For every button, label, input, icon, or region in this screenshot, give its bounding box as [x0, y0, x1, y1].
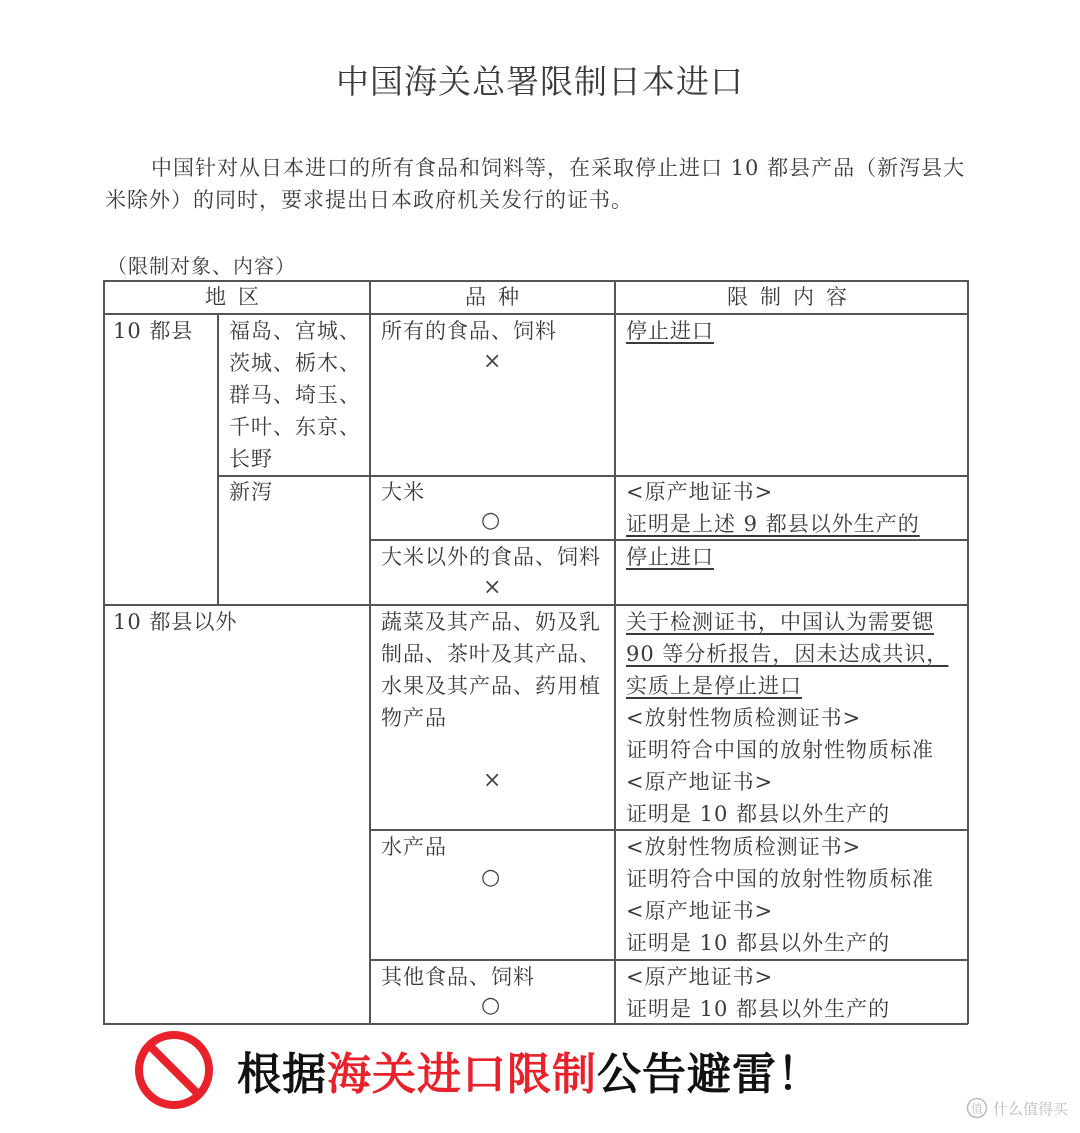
- variety-cell: 其他食品、饲料: [381, 965, 535, 989]
- variety-cell: 水果及其产品、药用植: [381, 674, 601, 698]
- prohibited-mark: ×: [483, 349, 502, 374]
- watermark-text: 什么值得买: [992, 1099, 1068, 1118]
- prefecture-list-line: 茨城、栃木、: [229, 351, 361, 375]
- region-outside-10-prefectures: 10 都县以外: [113, 610, 238, 634]
- intro-paragraph: 中国针对从日本进口的所有食品和饲料等，在采取停止进口 10 都县产品（新泻县大米除外）的同时，要求提出日本政府机关发行的证书。: [105, 156, 966, 212]
- content-line: <原产地证书>: [626, 480, 774, 504]
- prohibited-icon: [133, 1029, 215, 1111]
- permitted-mark: ○: [481, 508, 501, 533]
- content-line: 证明符合中国的放射性物质标准: [626, 738, 934, 762]
- variety-cell: 大米以外的食品、饲料: [381, 545, 601, 569]
- content-line: 停止进口: [626, 319, 714, 343]
- banner-text-highlight: 海关进口限制: [327, 1049, 597, 1100]
- svg-text:值: 值: [970, 1101, 983, 1116]
- zhi-icon: [966, 1097, 988, 1119]
- content-line: 证明是 10 都县以外生产的: [626, 997, 891, 1021]
- variety-cell: 物产品: [381, 706, 447, 730]
- content-line: <原产地证书>: [626, 770, 774, 794]
- content-line: 关于检测证书，中国认为需要锶: [626, 610, 934, 634]
- content-line: <原产地证书>: [626, 965, 774, 989]
- region-10-prefectures: 10 都县: [113, 319, 194, 343]
- variety-cell: 所有的食品、饲料: [381, 319, 557, 343]
- prefecture-list-line: 长野: [229, 447, 273, 471]
- header-variety: 品种: [465, 285, 531, 309]
- page-title: 中国海关总署限制日本进口: [336, 62, 744, 101]
- content-line: 证明符合中国的放射性物质标准: [626, 867, 934, 891]
- prohibited-mark: ×: [483, 768, 502, 793]
- content-line: 证明是 10 都县以外生产的: [626, 802, 891, 826]
- header-content: 限制内容: [727, 285, 859, 309]
- permitted-mark: ○: [481, 865, 501, 890]
- watermark: [966, 1097, 1068, 1119]
- table-caption: （限制对象、内容）: [107, 254, 296, 278]
- prefecture-niigata: 新泻: [229, 480, 273, 504]
- content-line: <原产地证书>: [626, 899, 774, 923]
- variety-cell: 制品、茶叶及其产品、: [381, 642, 601, 666]
- variety-cell: 大米: [381, 480, 425, 504]
- content-line: 证明是上述 9 都县以外生产的: [626, 512, 920, 536]
- content-line: 证明是 10 都县以外生产的: [626, 931, 891, 955]
- header-region: 地区: [205, 285, 271, 309]
- prefecture-list-line: 群马、埼玉、: [229, 383, 361, 407]
- permitted-mark: ○: [481, 993, 501, 1018]
- variety-cell: 水产品: [381, 835, 447, 859]
- content-line: <放射性物质检测证书>: [626, 835, 862, 859]
- banner-text-prefix: 根据: [237, 1049, 327, 1100]
- warning-banner: [133, 1025, 822, 1115]
- prohibited-mark: ×: [483, 575, 502, 600]
- content-line: <放射性物质检测证书>: [626, 706, 862, 730]
- prefecture-list-line: 福岛、宫城、: [229, 319, 361, 343]
- banner-text-suffix: 公告避雷！: [597, 1049, 822, 1100]
- content-line: 停止进口: [626, 545, 714, 569]
- variety-cell: 蔬菜及其产品、奶及乳: [381, 610, 601, 634]
- prefecture-list-line: 千叶、东京、: [229, 415, 361, 439]
- content-line: 90 等分析报告，因未达成共识，: [626, 642, 949, 666]
- banner-text: [237, 1038, 822, 1102]
- content-line: 实质上是停止进口: [626, 674, 802, 698]
